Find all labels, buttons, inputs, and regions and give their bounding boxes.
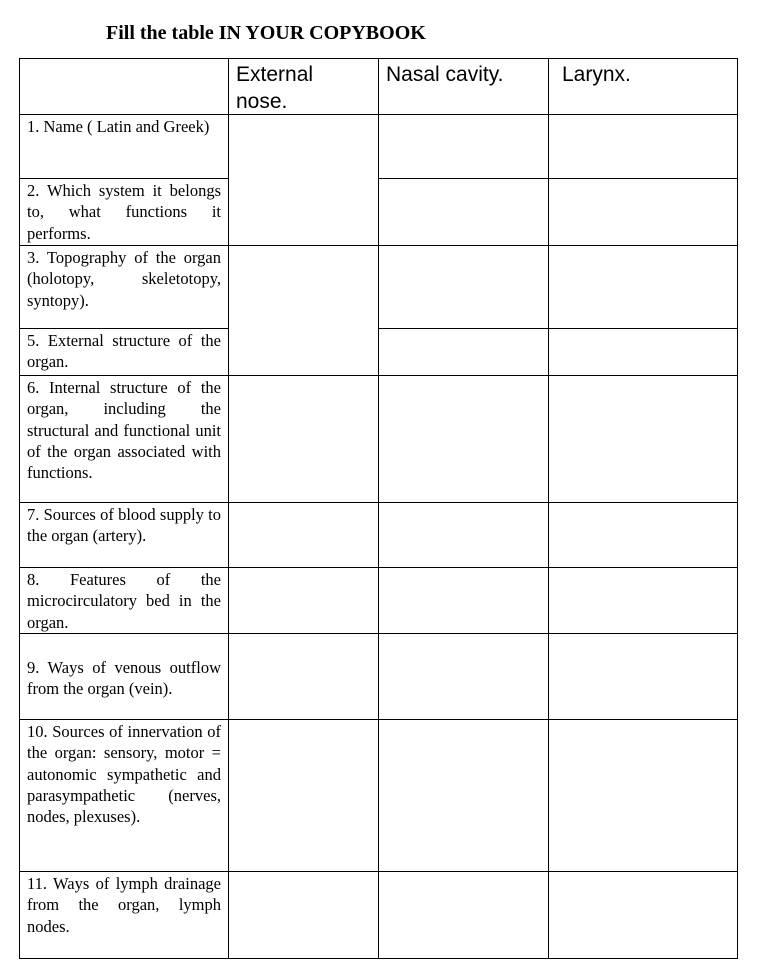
header-nasal-cavity: Nasal cavity. <box>386 63 504 86</box>
table-border-left <box>19 58 20 959</box>
row-label-internal-structure: 6. Internal structure of the organ, including the structural and functional unit of the organ associated with functions. <box>27 378 221 483</box>
table-divider-2 <box>378 58 379 959</box>
row-line-3 <box>19 328 229 329</box>
row-label-blood-supply: 7. Sources of blood supply to the organ (artery). <box>27 505 221 546</box>
row-label-innervation: 10. Sources of innervation of the organ: sensory, motor = autonomic sympathetic and parasympathetic (nerves, nodes, plexuses). <box>27 722 221 827</box>
table-divider-3 <box>548 58 549 959</box>
header-larynx: Larynx. <box>562 63 631 86</box>
row-line-7 <box>19 567 738 568</box>
table-border-right <box>737 58 738 959</box>
row-line-3b <box>378 328 738 329</box>
header-external-nose: External nose. <box>236 63 314 113</box>
row-label-system: 2. Which system it belongs to, what functions it performs. <box>27 181 221 243</box>
page-title: Fill the table IN YOUR COPYBOOK <box>106 22 426 44</box>
row-label-topography: 3. Topography of the organ (holotopy, skeletotopy, syntopy). <box>27 248 221 310</box>
row-label-lymph-drainage: 11. Ways of lymph drainage from the organ, lymph nodes. <box>27 874 221 936</box>
row-line-5 <box>19 375 738 376</box>
row-line-8 <box>19 633 738 634</box>
row-line-1b <box>378 178 738 179</box>
table-border-bottom <box>19 958 738 959</box>
row-line-6 <box>19 502 738 503</box>
row-line-10 <box>19 871 738 872</box>
row-line-9 <box>19 719 738 720</box>
row-label-name: 1. Name ( Latin and Greek) <box>27 117 210 136</box>
row-label-external-structure: 5. External structure of the organ. <box>27 331 221 372</box>
table-divider-1 <box>228 58 229 959</box>
row-line-1 <box>19 178 229 179</box>
row-label-microcirculatory: 8. Features of the microcirculatory bed in the organ. <box>27 570 221 632</box>
row-label-venous-outflow: 9. Ways of venous outflow from the organ (vein). <box>27 658 221 699</box>
row-line-header <box>19 114 738 115</box>
row-line-2 <box>19 245 738 246</box>
table-border-top <box>19 58 738 59</box>
